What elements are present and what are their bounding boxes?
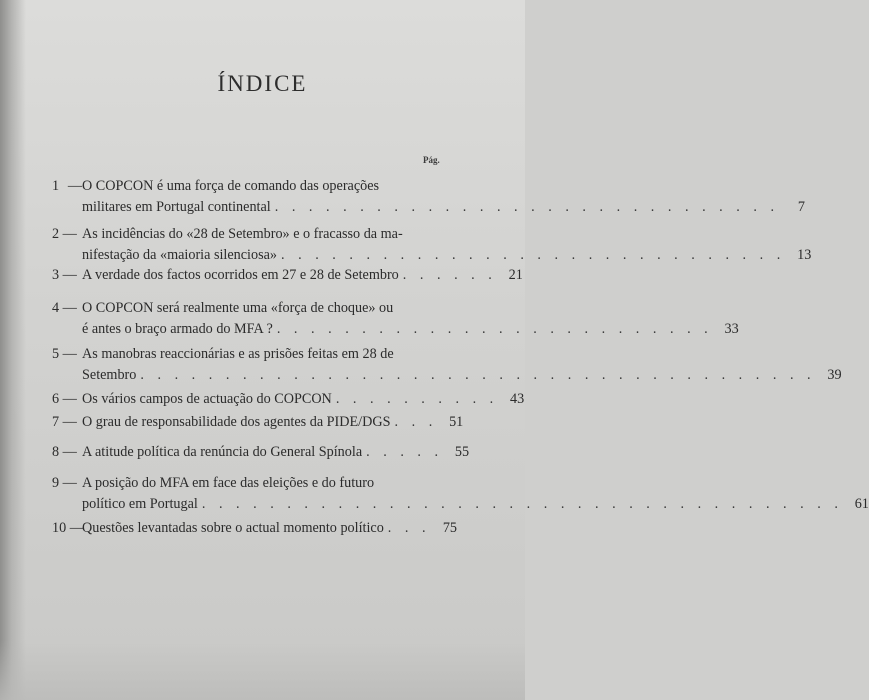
- toc-entry-title: As manobras reaccionárias e as prisões feitas em 28 de: [82, 346, 394, 362]
- dot-leader: . . . . . . . . . .: [335, 391, 499, 407]
- toc-entry-1: [52, 176, 805, 218]
- toc-entry-page: 75: [442, 520, 457, 536]
- dot-leader: . . .: [394, 414, 438, 430]
- toc-entry-page: 43: [510, 391, 525, 407]
- toc-entry-page: 21: [508, 267, 523, 283]
- toc-entry-page: 55: [454, 444, 470, 460]
- toc-entry-3: [52, 265, 523, 286]
- toc-entry-8: [52, 442, 470, 463]
- spine-shadow: [0, 0, 26, 700]
- toc-entry-number: 8 —: [52, 444, 77, 460]
- toc-entry-number: 5 —: [52, 346, 77, 362]
- toc-entry-number: 9 —: [52, 475, 77, 491]
- toc-entry-title-continued: nifestação da «maioria silenciosa»: [82, 247, 278, 263]
- toc-entry-number: 2 —: [52, 226, 77, 242]
- toc-entry-title: O COPCON será realmente uma «força de choque» ou: [82, 300, 394, 316]
- dot-leader: . . . . .: [366, 444, 444, 460]
- toc-entry-title: As incidências do «28 de Setembro» e o fracasso da ma-: [82, 226, 403, 242]
- toc-entry-number: 1 —: [52, 178, 82, 194]
- toc-entry-number: 3 —: [52, 267, 77, 283]
- toc-entry-title: Questões levantadas sobre o actual momento político: [82, 520, 384, 536]
- toc-entry-page: 61: [854, 496, 869, 512]
- toc-entry-number: 4 —: [52, 300, 77, 316]
- dot-leader: . . .: [387, 520, 431, 536]
- toc-entry-4: [52, 298, 739, 340]
- toc-entry-6: [52, 389, 525, 410]
- toc-entry-9: [52, 473, 869, 515]
- toc-entry-title-continued: militares em Portugal continental: [82, 199, 271, 215]
- toc-entry-title: A posição do MFA em face das eleições e do futuro: [82, 475, 375, 491]
- page-title: ÍNDICE: [217, 71, 308, 96]
- dot-leader: . . . . . . . . . . . . . . . . . . . . . . . . . . . . . .: [281, 247, 786, 263]
- toc-entry-title: O grau de responsabilidade dos agentes da PIDE/DGS: [82, 414, 391, 430]
- toc-entry-title: A atitude política da renúncia do General Spínola: [82, 444, 363, 460]
- toc-entry-title: Os vários campos de actuação do COPCON: [82, 391, 332, 407]
- toc-entry-title-continued: é antes o braço armado do MFA ?: [82, 321, 273, 337]
- toc-entry-page: 39: [827, 367, 842, 383]
- toc-entry-number: 6 —: [52, 391, 77, 407]
- toc-entry-page: 33: [724, 321, 739, 337]
- toc-entry-title-continued: político em Portugal: [82, 496, 198, 512]
- dot-leader: . . . . . . . . . . . . . . . . . . . . . . . . . . . . . . . . . . . . . . . .: [140, 367, 816, 383]
- toc-entry-10: [52, 518, 457, 539]
- toc-entry-title-continued: Setembro: [82, 367, 137, 383]
- page-column-label: Pág.: [423, 155, 440, 165]
- dot-leader: . . . . . . . . . . . . . . . . . . . . . . . . . . . . . .: [274, 199, 779, 215]
- toc-entry-page: 51: [449, 414, 464, 430]
- toc-entry-title: A verdade dos factos ocorridos em 27 e 28 de Setembro: [82, 267, 399, 283]
- dot-leader: . . . . . . . . . . . . . . . . . . . . . . . . . .: [276, 321, 713, 337]
- toc-entry-7: [52, 412, 464, 433]
- toc-entry-page: 13: [797, 247, 812, 263]
- toc-entry-title: O COPCON é uma força de comando das operações: [82, 178, 380, 194]
- toc-entry-page: 7: [797, 199, 805, 215]
- dot-leader: . . . . . . . . . . . . . . . . . . . . . . . . . . . . . . . . . . . . . .: [201, 496, 843, 512]
- toc-entry-number: 10 —: [52, 520, 84, 536]
- page-bottom-shadow: [0, 640, 525, 700]
- toc-entry-number: 7 —: [52, 414, 77, 430]
- dot-leader: . . . . . .: [402, 267, 497, 283]
- toc-entry-5: [52, 344, 842, 386]
- toc-entry-2: [52, 224, 812, 266]
